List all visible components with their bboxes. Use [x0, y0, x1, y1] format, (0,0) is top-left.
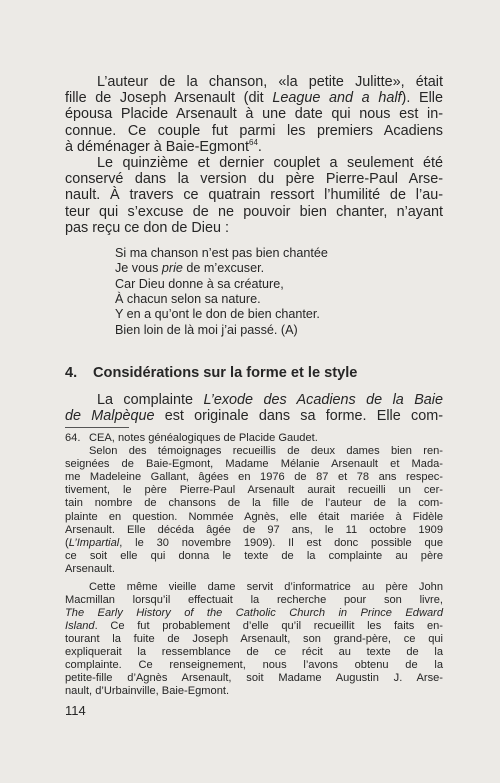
footnote-64	[65, 432, 443, 698]
footnote-number: 64.	[65, 432, 81, 445]
text-line: nault. À travers ce quatrain ressort l’humilité de l’au-	[65, 187, 443, 204]
paragraph-1	[65, 74, 443, 155]
section-heading	[65, 365, 443, 381]
text-line: L’auteur de la chanson, «la petite Julitte», était	[97, 74, 443, 90]
text-line: connue. Ce couple fut parmi les premiers Acadiens	[65, 122, 443, 139]
text-line: La complainte L’exode des Acadiens de la Baie	[97, 391, 443, 408]
verse-line: Je vous prie de m’excuser.	[115, 261, 265, 276]
page-number: 114	[65, 703, 86, 718]
text-line: pas reçu ce don de Dieu :	[65, 219, 229, 236]
page-content	[65, 74, 443, 698]
footnote-line: 64. CEA, notes généalogiques de Placide Gaudet.	[65, 432, 318, 445]
verse-line: Car Dieu donne à sa créature,	[115, 276, 284, 291]
text-line: de Malpèque est originale dans sa forme. Elle com-	[65, 408, 443, 425]
section-number: 4.	[65, 364, 78, 381]
paragraph-3	[65, 392, 443, 424]
text-line: épousa Placide Arsenault à une date qui nous est in-	[65, 106, 443, 123]
text-line: Le quinzième et dernier couplet a seulement été	[97, 155, 443, 172]
footnote-paragraph-2: Cette même vieille dame servit d’informatrice au père John Macmillan lorsqu’il effectuait la recherche pour son livre, The Early History of the Catholic Church in Prince Edward Island. Ce fut probablement d’elle qu’il recueillit les faits en- tourant la fuite de Joseph Arsenault, son grand-père, ce qui expliquerait la ressemblance de ce récit au texte de la complainte. Ce renseignement, nous l’avons obtenu de la petite-fille d’Agnès Arsenault, soit Madame Augustin J. Arse- nault, d’Urbainville, Baie-Egmont.	[65, 580, 443, 698]
text-line: teur qui s’excuse de ne pouvoir bien chanter, n’ayant	[65, 203, 443, 220]
text-line: fille de Joseph Arsenault (dit League and a half). Elle	[65, 90, 443, 107]
footnote-ref: 64	[249, 138, 258, 148]
verse-line: À chacun selon sa nature.	[115, 291, 261, 306]
text-line: à déménager à Baie-Egmont$^{64}$.	[65, 138, 262, 155]
text-line: conservé dans la version du père Pierre-Paul Arse-	[65, 171, 443, 188]
verse-line: Bien loin de là moi j’ai passé. (A)	[115, 322, 298, 337]
verse-line: Si ma chanson n’est pas bien chantée	[115, 246, 328, 261]
paragraph-2	[65, 155, 443, 236]
verse-quatrain	[115, 246, 443, 338]
section-title: Considérations sur la forme et le style	[93, 364, 358, 381]
verse-line: Y en a qu’ont le don de bien chanter.	[115, 307, 320, 322]
footnote-divider	[65, 427, 129, 428]
footnote-paragraph-1: Selon des témoignages recueillis de deux dames bien ren- seignées de Baie-Egmont, Madame Mélanie Arsenault et Mada- me Madeleine Gallant, âgées en 1976 de 87 et 78 ans respec- tivement, le père Pierre-Paul Arsenault aurait recueilli un cer- tain nombre de chansons de la fille de l’auteur de la com- plainte en question. Nommée Agnès, elle était mariée à Fidèle Arsenault. Elle décéda âgée de 97 ans, le 11 octobre 1909 (L’Impartial, le 30 novembre 1909). Il est donc possible que ce soit elle qui donna le texte de la complainte au père Arsenault.	[65, 445, 443, 575]
